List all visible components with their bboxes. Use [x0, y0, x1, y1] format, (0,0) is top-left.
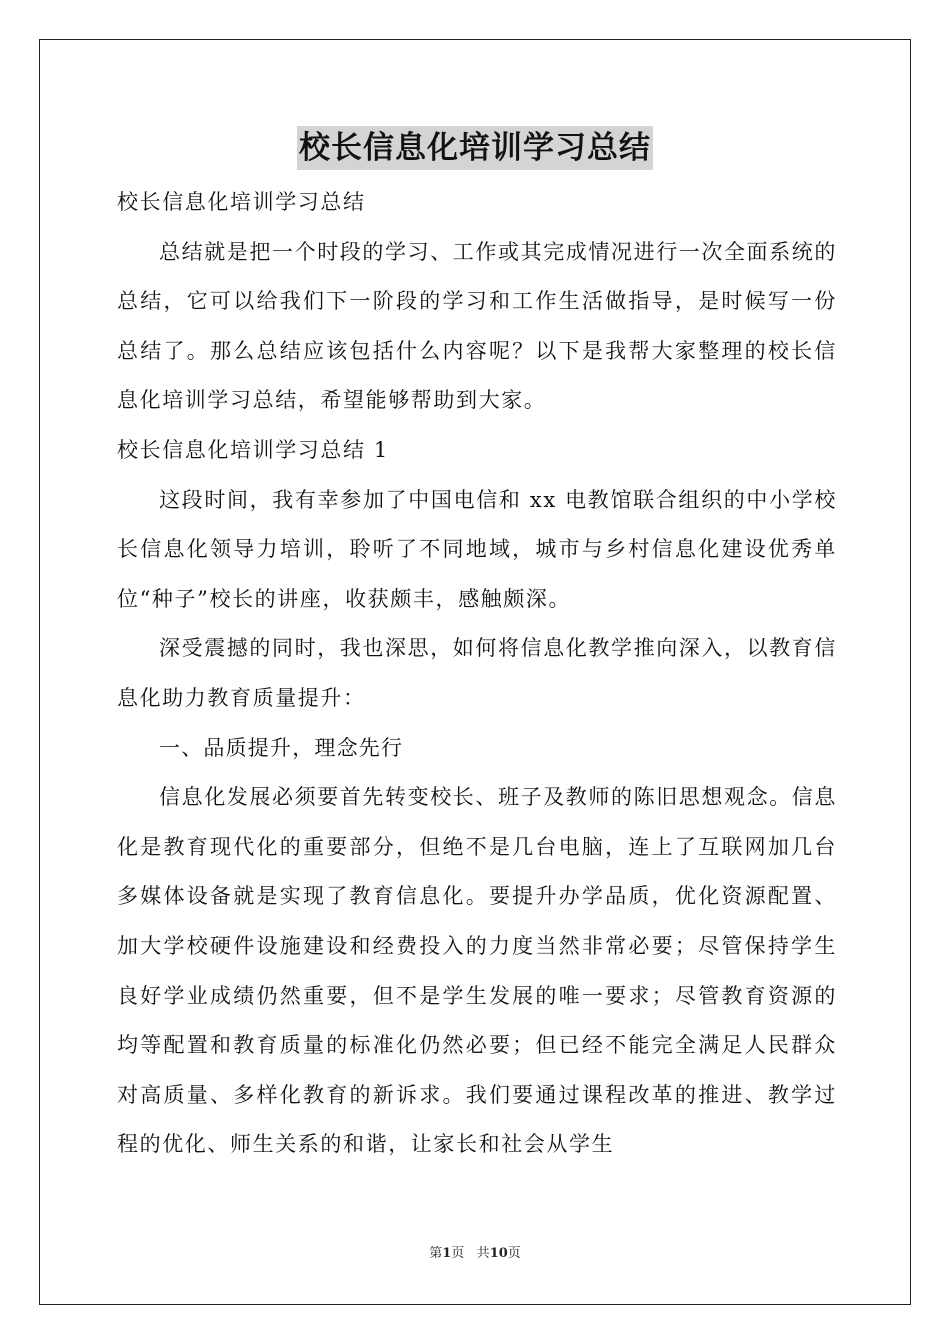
paragraph-training: 这段时间，我有幸参加了中国电信和 xx 电教馆联合组织的中小学校长信息化领导力培训，聆听了不同地域，城市与乡村信息化建设优秀单位“种子”校长的讲座，收获颇丰，感触颇深。 — [117, 487, 837, 611]
footer-total-pages: 10 — [489, 1246, 508, 1261]
footer-page-number: 1 — [442, 1246, 452, 1261]
paragraph-subtitle: 校长信息化培训学习总结 — [117, 190, 366, 214]
title-container — [0, 126, 950, 170]
document-body — [117, 178, 837, 1170]
footer-page-suffix: 页 — [451, 1246, 465, 1261]
footer-total-suffix: 页 — [507, 1246, 521, 1261]
page-footer — [0, 1246, 950, 1262]
footer-page-prefix: 第 — [429, 1246, 443, 1261]
paragraph-reflection: 深受震撼的同时，我也深思，如何将信息化教学推向深入，以教育信息化助力教育质量提升： — [117, 636, 837, 710]
footer-total-prefix: 共 — [476, 1246, 490, 1261]
paragraph-body: 信息化发展必须要首先转变校长、班子及教师的陈旧思想观念。信息化是教育现代化的重要部分，但绝不是几台电脑，连上了互联网加几台多媒体设备就是实现了教育信息化。要提升办学品质，优化资源配置、加大学校硬件设施建设和经费投入的力度当然非常必要；尽管保持学生良好学业成绩仍然重要，但不是学生发展的唯一要求；尽管教育资源的均等配置和教育质量的标准化仍然必要；但已经不能完全满足人民群众对高质量、多样化教育的新诉求。我们要通过课程改革的推进、教学过程的优化、师生关系的和谐，让家长和社会从学生 — [117, 785, 837, 1157]
paragraph-intro: 总结就是把一个时段的学习、工作或其完成情况进行一次全面系统的总结，它可以给我们下一阶段的学习和工作生活做指导，是时候写一份总结了。那么总结应该包括什么内容呢？以下是我帮大家整理的校长信息化培训学习总结，希望能够帮助到大家。 — [117, 239, 837, 413]
paragraph-point-heading: 一、品质提升，理念先行 — [159, 735, 404, 760]
paragraph-section-heading: 校长信息化培训学习总结 1 — [117, 437, 389, 462]
document-title: 校长信息化培训学习总结 — [297, 126, 653, 170]
